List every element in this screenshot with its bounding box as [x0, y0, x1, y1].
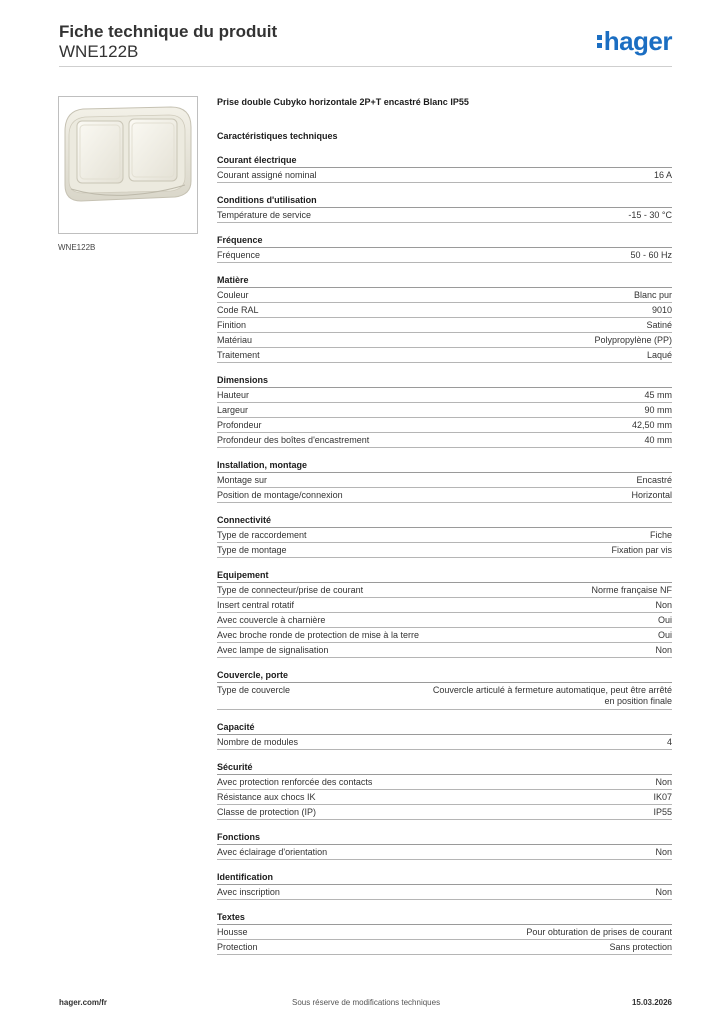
spec-value: Polypropylène (PP): [594, 335, 672, 345]
spec-value: Horizontal: [631, 490, 672, 500]
section-title: Fonctions: [217, 831, 672, 845]
spec-label: Protection: [217, 942, 258, 952]
spec-row: [217, 940, 672, 955]
spec-section: [217, 721, 672, 750]
spec-row: [217, 598, 672, 613]
spec-value: Non: [655, 777, 672, 787]
spec-row: [217, 543, 672, 558]
spec-value: Encastré: [636, 475, 672, 485]
spec-row: [217, 583, 672, 598]
section-title: Connectivité: [217, 514, 672, 528]
section-title: Couvercle, porte: [217, 669, 672, 683]
spec-row: [217, 613, 672, 628]
section-title: Dimensions: [217, 374, 672, 388]
spec-row: [217, 805, 672, 820]
spec-label: Profondeur des boîtes d'encastrement: [217, 435, 370, 445]
spec-label: Avec inscription: [217, 887, 280, 897]
spec-section: [217, 871, 672, 900]
spec-label: Classe de protection (IP): [217, 807, 317, 817]
spec-value: 42,50 mm: [631, 420, 672, 430]
spec-label: Avec couvercle à charnière: [217, 615, 326, 625]
spec-value: -15 - 30 °C: [628, 210, 672, 220]
spec-value: Non: [655, 600, 672, 610]
spec-row: [217, 348, 672, 363]
spec-row: [217, 528, 672, 543]
spec-section: [217, 374, 672, 448]
spec-row: [217, 333, 672, 348]
spec-label: Fréquence: [217, 250, 261, 260]
spec-row: [217, 418, 672, 433]
specifications: [217, 95, 672, 955]
spec-row: [217, 473, 672, 488]
spec-row: [217, 488, 672, 503]
spec-row: [217, 208, 672, 223]
header-divider: [59, 66, 672, 67]
spec-sections: [217, 154, 672, 955]
technical-characteristics-heading: Caractéristiques techniques: [217, 131, 338, 141]
section-title: Capacité: [217, 721, 672, 735]
spec-value: IP55: [653, 807, 672, 817]
spec-value: IK07: [653, 792, 672, 802]
spec-label: Courant assigné nominal: [217, 170, 317, 180]
spec-label: Avec lampe de signalisation: [217, 645, 329, 655]
spec-label: Profondeur: [217, 420, 262, 430]
double-socket-illustration: [59, 97, 197, 233]
spec-label: Code RAL: [217, 305, 259, 315]
spec-section: [217, 514, 672, 558]
spec-value: Couvercle articulé à fermeture automatique, peut être arrêté en position finale: [432, 685, 672, 706]
section-title: Conditions d'utilisation: [217, 194, 672, 208]
spec-section: [217, 459, 672, 503]
section-title: Equipement: [217, 569, 672, 583]
spec-row: [217, 303, 672, 318]
spec-section: [217, 761, 672, 820]
spec-value: Pour obturation de prises de courant: [526, 927, 672, 937]
hager-logo: [597, 28, 672, 54]
section-title: Courant électrique: [217, 154, 672, 168]
spec-label: Nombre de modules: [217, 737, 299, 747]
spec-label: Type de couvercle: [217, 685, 291, 695]
spec-section: [217, 569, 672, 658]
spec-label: Hauteur: [217, 390, 250, 400]
spec-section: [217, 831, 672, 860]
spec-value: Oui: [657, 615, 672, 625]
spec-value: 40 mm: [644, 435, 672, 445]
spec-row: [217, 845, 672, 860]
section-title: Identification: [217, 871, 672, 885]
section-title: Textes: [217, 911, 672, 925]
spec-value: 90 mm: [644, 405, 672, 415]
spec-label: Couleur: [217, 290, 249, 300]
spec-label: Résistance aux chocs IK: [217, 792, 316, 802]
spec-row: [217, 318, 672, 333]
spec-value: Non: [655, 887, 672, 897]
document-header: [59, 22, 277, 62]
spec-value: Blanc pur: [633, 290, 672, 300]
spec-section: [217, 194, 672, 223]
spec-label: Position de montage/connexion: [217, 490, 343, 500]
section-title: Sécurité: [217, 761, 672, 775]
spec-label: Type de raccordement: [217, 530, 307, 540]
image-caption: WNE122B: [58, 243, 96, 252]
spec-label: Avec broche ronde de protection de mise à la terre: [217, 630, 419, 640]
section-title: Fréquence: [217, 234, 672, 248]
spec-value: Laqué: [646, 350, 672, 360]
product-image: [58, 96, 198, 234]
spec-value: Satiné: [646, 320, 672, 330]
spec-value: Non: [655, 847, 672, 857]
spec-label: Insert central rotatif: [217, 600, 295, 610]
spec-section: [217, 911, 672, 955]
spec-row: [217, 790, 672, 805]
spec-label: Housse: [217, 927, 248, 937]
spec-value: 45 mm: [644, 390, 672, 400]
spec-value: 9010: [651, 305, 672, 315]
spec-value: 4: [666, 737, 672, 747]
spec-value: Fixation par vis: [611, 545, 672, 555]
section-title: Matière: [217, 274, 672, 288]
spec-row: [217, 403, 672, 418]
spec-row: [217, 628, 672, 643]
spec-row: [217, 735, 672, 750]
spec-row: [217, 643, 672, 658]
spec-row: [217, 433, 672, 448]
product-name: Prise double Cubyko horizontale 2P+T encastré Blanc IP55: [217, 97, 469, 107]
spec-label: Avec éclairage d'orientation: [217, 847, 328, 857]
spec-label: Montage sur: [217, 475, 268, 485]
footer-website: hager.com/fr: [59, 998, 108, 1007]
spec-label: Type de montage: [217, 545, 287, 555]
spec-label: Matériau: [217, 335, 253, 345]
spec-section: [217, 669, 672, 710]
logo-text: hager: [603, 26, 672, 56]
spec-row: [217, 248, 672, 263]
spec-value: Non: [655, 645, 672, 655]
spec-row: [217, 168, 672, 183]
spec-value: Fiche: [649, 530, 672, 540]
spec-label: Traitement: [217, 350, 260, 360]
footer-date: 15.03.2026: [631, 998, 672, 1007]
spec-section: [217, 274, 672, 363]
spec-row: [217, 775, 672, 790]
section-title: Installation, montage: [217, 459, 672, 473]
spec-row: [217, 683, 672, 710]
spec-label: Avec protection renforcée des contacts: [217, 777, 373, 787]
spec-label: Type de connecteur/prise de courant: [217, 585, 364, 595]
spec-value: Oui: [657, 630, 672, 640]
product-reference: WNE122B: [59, 42, 139, 61]
logo-mark-icon: [597, 33, 602, 49]
spec-section: [217, 154, 672, 183]
spec-row: [217, 885, 672, 900]
spec-row: [217, 288, 672, 303]
spec-section: [217, 234, 672, 263]
spec-value: 16 A: [653, 170, 672, 180]
spec-value: 50 - 60 Hz: [630, 250, 672, 260]
spec-row: [217, 925, 672, 940]
spec-value: Sans protection: [609, 942, 672, 952]
spec-row: [217, 388, 672, 403]
spec-label: Finition: [217, 320, 247, 330]
spec-label: Température de service: [217, 210, 312, 220]
footer-disclaimer: Sous réserve de modifications techniques: [292, 998, 441, 1007]
spec-value: Norme française NF: [591, 585, 672, 595]
spec-label: Largeur: [217, 405, 249, 415]
document-title: Fiche technique du produit: [59, 22, 278, 41]
